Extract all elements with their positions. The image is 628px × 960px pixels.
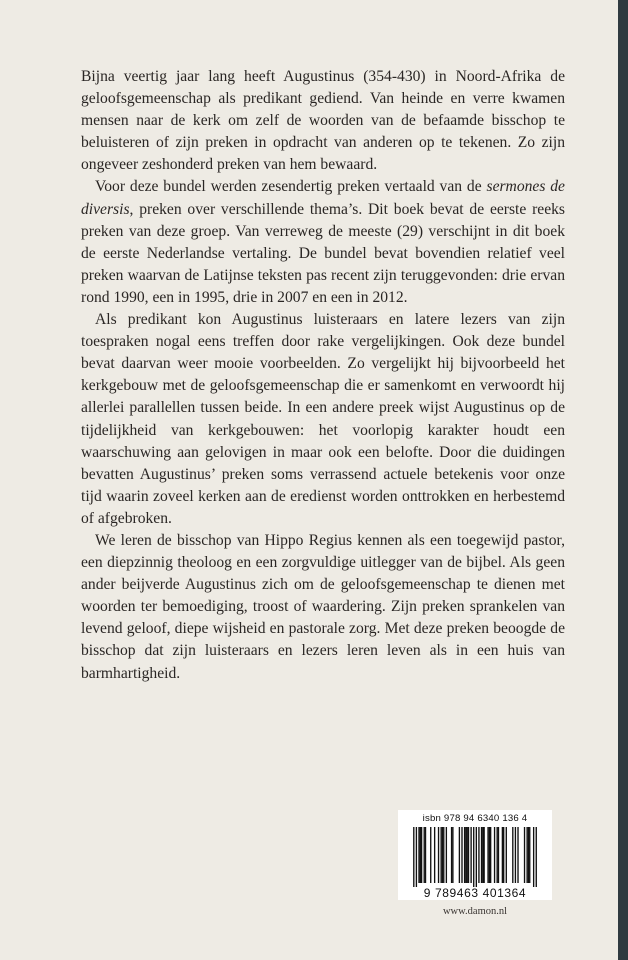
barcode-bar: [467, 827, 468, 883]
blurb-paragraph-1: Bijna veertig jaar lang heeft Augustinus (354-430) in Noord-Afrika de geloofsgemeenschap als predikant gediend. Van heinde en verre kwamen mensen naar de kerk om zelf de woorden van de befaamde bisschop te beluisteren of zijn preken in opdracht van anderen op te tekenen. Zo zijn ongeveer zeshonderd preken van hem bewaard.: [81, 68, 565, 174]
barcode-bar: [487, 827, 488, 883]
barcode-bar: [529, 827, 530, 883]
barcode-bar: [468, 827, 469, 883]
barcode-bar: [496, 827, 497, 883]
barcode-bar: [506, 827, 507, 883]
barcode-bar: [524, 827, 525, 883]
barcode-bar: [452, 827, 453, 883]
barcode-bar: [430, 827, 431, 883]
barcode-label: [398, 810, 552, 900]
barcode-bar: [528, 827, 529, 883]
barcode-bar: [483, 827, 484, 883]
barcode-bar: [459, 827, 460, 883]
barcode-bar: [533, 827, 534, 887]
barcode-bar: [438, 827, 439, 883]
isbn-text: isbn 978 94 6340 136 4: [422, 813, 528, 824]
barcode-bar: [482, 827, 483, 883]
barcode-bar: [503, 827, 504, 883]
barcode-bar: [421, 827, 422, 883]
barcode-bar: [461, 827, 462, 883]
barcode-bar: [470, 827, 471, 883]
blurb-paragraph-3: Als predikant kon Augustinus luisteraars en latere lezers van zijn toespraken nogal eens treffen door rake vergelijkingen. Ook deze bundel bevat daarvan weer mooie voorbeelden. Zo vergelijkt hij bijvoorbeeld het kerkgebouw met de geloofsgemeenschap die er samenkomt en verwoordt hij allerlei parallellen tussen beide. In een andere preek wijst Augustinus op de tijdelijkheid van kerkgebouwen: het voorlopig karakter houdt een waarschuwing aan gelovigen in maar ook een belofte. Door die duidingen bevatten Augustinus’ preken soms verrassend actuele betekenis voor onze tijd waarin zoveel kerken aan de eredienst worden onttrokken en herbestemd of afgebroken.: [81, 311, 565, 527]
barcode-bar: [443, 827, 444, 883]
blurb-paragraph-2-rest: , preken over verschillende thema’s. Dit boek bevat de eerste reeks preken van deze groep. Van verreweg de meeste (29) verschijnt in dit boek de eerste Nederlandse vertaling. De bundel bevat bovendien relatief veel preken waarvan de Latijnse teksten pas recent zijn teruggevonden: drie ervan rond 1990, een in 1995, drie in 2007 en een in 2012.: [81, 200, 565, 306]
barcode-bar: [464, 827, 465, 883]
barcode-bar: [451, 827, 452, 883]
barcode-bar: [498, 827, 499, 883]
barcode-bar: [526, 827, 527, 883]
blurb-paragraph-2: [81, 176, 565, 309]
barcode-bar: [425, 827, 426, 883]
publisher-url: www.damon.nl: [442, 906, 508, 917]
barcode-bar: [494, 827, 495, 883]
barcode-bar: [473, 827, 474, 887]
barcode-bar: [440, 827, 441, 883]
barcode-bar: [442, 827, 443, 883]
blurb-paragraph-2-italic-title: sermones de diversis: [81, 178, 565, 218]
barcode-bar: [481, 827, 482, 883]
barcode-bar: [478, 827, 479, 883]
ean13-barcode: [404, 827, 546, 887]
barcode-bar: [536, 827, 537, 887]
barcode-bar: [502, 827, 503, 883]
barcode-bar: [420, 827, 421, 883]
barcode-bar: [489, 827, 490, 883]
barcode-bar: [476, 827, 477, 887]
spine-edge: [618, 0, 628, 960]
back-cover-blurb: [81, 66, 565, 685]
barcode-bar: [446, 827, 447, 883]
barcode-bar: [416, 827, 417, 887]
blurb-paragraph-2-intro: Voor deze bundel werden zesendertig preken vertaald van de: [95, 178, 487, 196]
barcode-bar: [517, 827, 518, 883]
barcode-bar: [424, 827, 425, 883]
barcode-bar: [418, 827, 419, 883]
barcode-bar: [512, 827, 513, 883]
barcode-bar: [490, 827, 491, 883]
blurb-paragraph-4: We leren de bisschop van Hippo Regius kennen als een toegewijd pastor, een diepzinnig theoloog en een zorgvuldige uitlegger van de bijbel. Als geen ander beijverde Augustinus zich om de geloofsgemeenschap te dienen met woorden ter bemoediging, troost of waardering. Zijn preken sprankelen van levend geloof, diepe wijsheid en pastorale zorg. Met deze preken beoogde de bisschop dat zijn luisteraars en lezers leren leven als in een huis van barmhartigheid.: [81, 531, 565, 682]
barcode-digits: 9 789463 401364: [423, 886, 527, 900]
barcode-bar: [434, 827, 435, 883]
barcode-bar: [465, 827, 466, 883]
barcode-bar: [413, 827, 414, 887]
barcode-bar: [515, 827, 516, 883]
